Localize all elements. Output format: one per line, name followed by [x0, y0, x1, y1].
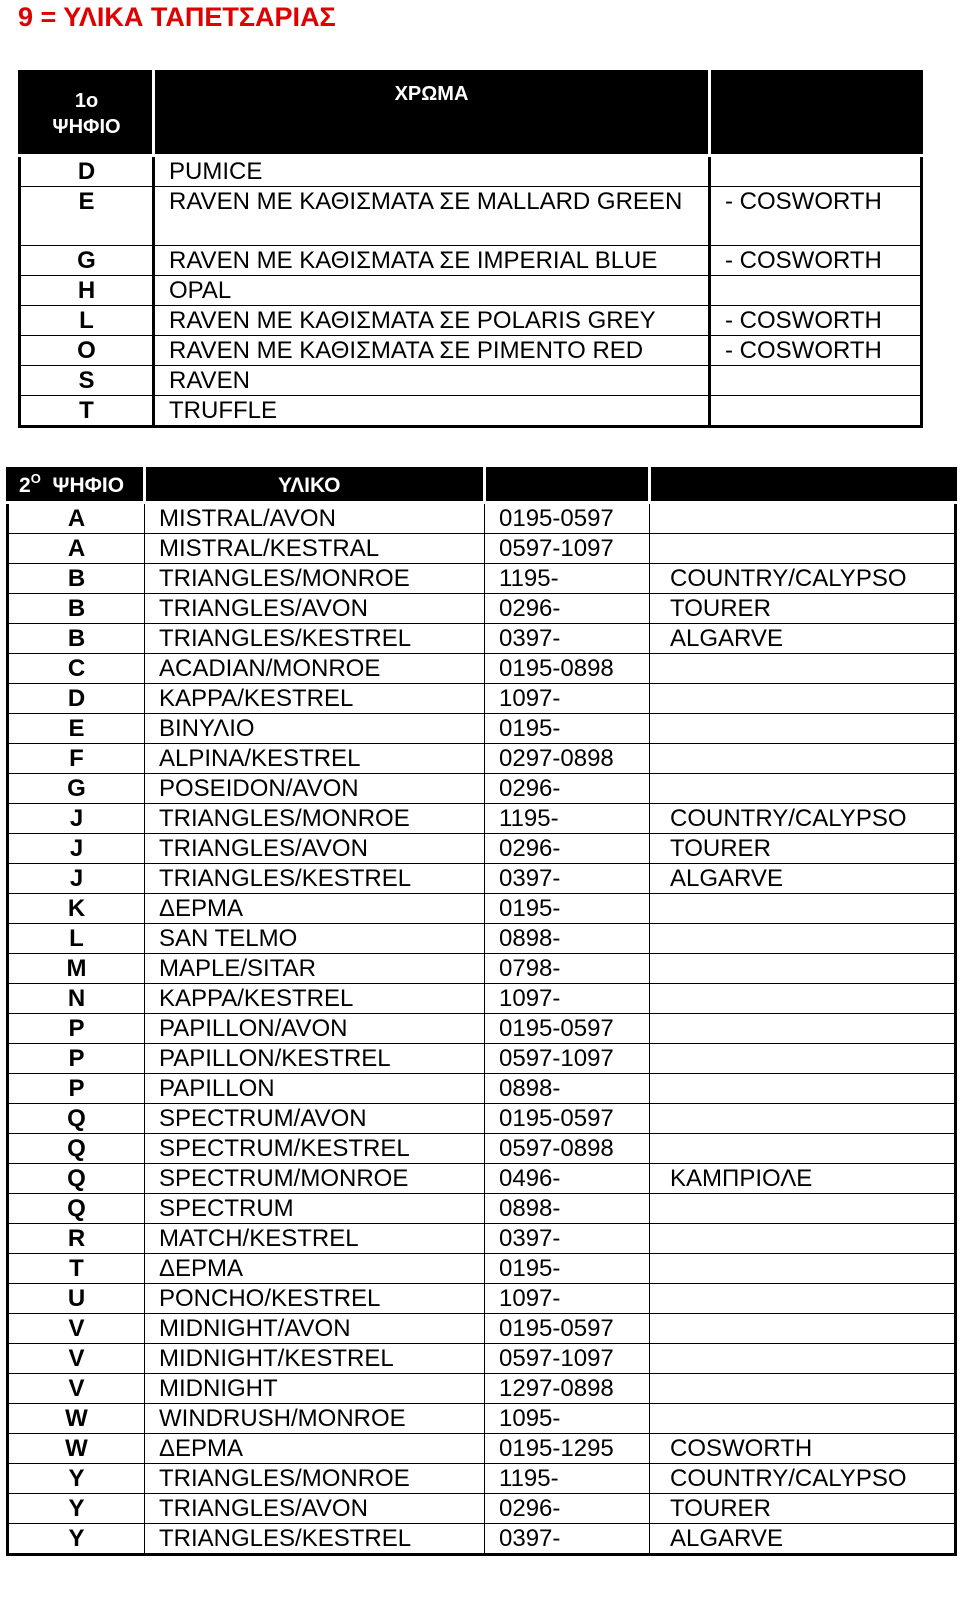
row-date: 0397- [485, 1524, 650, 1555]
row-code: J [8, 864, 145, 894]
row-note: - COSWORTH [710, 306, 922, 336]
row-note: - COSWORTH [710, 246, 922, 276]
row-code: T [20, 396, 154, 427]
row-code: F [8, 744, 145, 774]
row-material: MIDNIGHT [145, 1374, 485, 1404]
row-note [650, 1194, 956, 1224]
table-row [8, 684, 956, 714]
row-date: 1095- [485, 1404, 650, 1434]
row-note [650, 1254, 956, 1284]
row-date: 1195- [485, 804, 650, 834]
row-code: J [8, 834, 145, 864]
row-code: N [8, 984, 145, 1014]
row-date: 0597-1097 [485, 1344, 650, 1374]
table-row [8, 954, 956, 984]
row-date: 0597-0898 [485, 1134, 650, 1164]
row-material: TRIANGLES/KESTREL [145, 864, 485, 894]
table-row [8, 1254, 956, 1284]
row-date: 0195-1295 [485, 1434, 650, 1464]
row-date: 0195-0597 [485, 1104, 650, 1134]
row-code: R [8, 1224, 145, 1254]
row-date: 0296- [485, 834, 650, 864]
row-material: ΔΕΡΜΑ [145, 1254, 485, 1284]
row-color: RAVEN [154, 366, 710, 396]
row-date: 0296- [485, 774, 650, 804]
row-material: ΔΕΡΜΑ [145, 1434, 485, 1464]
table-row [8, 1434, 956, 1464]
table-row [8, 1164, 956, 1194]
row-material: KAPPA/KESTREL [145, 684, 485, 714]
table-row [20, 366, 922, 396]
row-code: Q [8, 1164, 145, 1194]
row-date: 0195-0597 [485, 1014, 650, 1044]
row-date: 0397- [485, 1224, 650, 1254]
table-row [8, 834, 956, 864]
row-code: T [8, 1254, 145, 1284]
row-material: MIDNIGHT/AVON [145, 1314, 485, 1344]
row-material: MIDNIGHT/KESTREL [145, 1344, 485, 1374]
row-note [650, 714, 956, 744]
row-date: 1195- [485, 564, 650, 594]
row-note [650, 1314, 956, 1344]
row-date: 1097- [485, 684, 650, 714]
table-row [8, 534, 956, 564]
row-note [650, 954, 956, 984]
row-note [710, 276, 922, 306]
row-code: Y [8, 1494, 145, 1524]
row-material: ALPINA/KESTREL [145, 744, 485, 774]
row-material: POSEIDON/AVON [145, 774, 485, 804]
table-row [8, 594, 956, 624]
row-note: ALGARVE [650, 624, 956, 654]
header-digit-line2: ΨΗΦΙΟ [52, 115, 121, 138]
row-code: U [8, 1284, 145, 1314]
row-date: 0397- [485, 624, 650, 654]
table-row [20, 276, 922, 306]
table-row [8, 624, 956, 654]
table-row [8, 804, 956, 834]
row-note: COUNTRY/CALYPSO [650, 564, 956, 594]
row-code: Q [8, 1104, 145, 1134]
table-row [8, 924, 956, 954]
row-color: RAVEN ΜΕ ΚΑΘΙΣΜΑΤΑ ΣΕ PIMENTO RED [154, 336, 710, 366]
row-note [650, 984, 956, 1014]
row-material: TRIANGLES/MONROE [145, 1464, 485, 1494]
row-date: 0898- [485, 1194, 650, 1224]
header-note [710, 72, 922, 156]
table-row [8, 1194, 956, 1224]
row-code: V [8, 1314, 145, 1344]
table-row [20, 306, 922, 336]
table-row [8, 1074, 956, 1104]
row-date: 0195-0898 [485, 654, 650, 684]
row-material: TRIANGLES/KESTREL [145, 1524, 485, 1555]
row-date: 1097- [485, 1284, 650, 1314]
row-note: - COSWORTH [710, 336, 922, 366]
table-row [8, 1134, 956, 1164]
row-note [650, 774, 956, 804]
row-code: E [20, 187, 154, 246]
row-material: TRIANGLES/MONROE [145, 804, 485, 834]
row-material: MISTRAL/KESTRAL [145, 534, 485, 564]
row-note: COUNTRY/CALYPSO [650, 1464, 956, 1494]
row-code: B [8, 594, 145, 624]
row-material: TRIANGLES/KESTREL [145, 624, 485, 654]
table-row [8, 503, 956, 534]
row-material: MAPLE/SITAR [145, 954, 485, 984]
table-row [8, 1464, 956, 1494]
material-table-header [8, 469, 956, 503]
row-material: ACADIAN/MONROE [145, 654, 485, 684]
row-material: SPECTRUM/MONROE [145, 1164, 485, 1194]
row-note [650, 1224, 956, 1254]
table-row [8, 1374, 956, 1404]
row-code: P [8, 1014, 145, 1044]
row-note: ALGARVE [650, 864, 956, 894]
row-material: ΒΙΝΥΛΙΟ [145, 714, 485, 744]
row-color: RAVEN ΜΕ ΚΑΘΙΣΜΑΤΑ ΣΕ POLARIS GREY [154, 306, 710, 336]
row-note: ΚΑΜΠΡΙΟΛΕ [650, 1164, 956, 1194]
row-color: PUMICE [154, 156, 710, 187]
row-code: B [8, 624, 145, 654]
row-note: COSWORTH [650, 1434, 956, 1464]
row-note [650, 1284, 956, 1314]
table-row [8, 1224, 956, 1254]
row-date: 1297-0898 [485, 1374, 650, 1404]
row-date: 1097- [485, 984, 650, 1014]
row-material: TRIANGLES/AVON [145, 834, 485, 864]
row-code: Q [8, 1134, 145, 1164]
row-note: TOURER [650, 594, 956, 624]
row-code: P [8, 1074, 145, 1104]
row-material: SPECTRUM/AVON [145, 1104, 485, 1134]
header-note [650, 469, 956, 503]
row-code: P [8, 1044, 145, 1074]
row-date: 0296- [485, 594, 650, 624]
row-note [650, 894, 956, 924]
row-code: A [8, 503, 145, 534]
row-note: ALGARVE [650, 1524, 956, 1555]
table-row [8, 984, 956, 1014]
header-digit-sup: Ο [30, 470, 41, 486]
row-material: MATCH/KESTREL [145, 1224, 485, 1254]
color-table-header [20, 72, 922, 156]
row-material: WINDRUSH/MONROE [145, 1404, 485, 1434]
row-note [650, 924, 956, 954]
row-code: V [8, 1374, 145, 1404]
table-row [8, 564, 956, 594]
page-title: 9 = ΥΛΙΚΑ ΤΑΠΕΤΣΑΡΙΑΣ [18, 2, 336, 32]
row-code: G [20, 246, 154, 276]
row-note [710, 366, 922, 396]
header-digit-word: ΨΗΦΙΟ [52, 473, 125, 497]
row-material: TRIANGLES/MONROE [145, 564, 485, 594]
row-material: PAPILLON/AVON [145, 1014, 485, 1044]
row-code: A [8, 534, 145, 564]
table-row [8, 1404, 956, 1434]
row-code: V [8, 1344, 145, 1374]
row-date: 0195-0597 [485, 503, 650, 534]
header-color: ΧΡΩΜΑ [154, 72, 710, 156]
row-material: PONCHO/KESTREL [145, 1284, 485, 1314]
row-color: OPAL [154, 276, 710, 306]
row-code: Y [8, 1464, 145, 1494]
row-note: COUNTRY/CALYPSO [650, 804, 956, 834]
row-code: W [8, 1404, 145, 1434]
table-row [8, 1284, 956, 1314]
row-code: J [8, 804, 145, 834]
row-date: 0296- [485, 1494, 650, 1524]
row-note [650, 1044, 956, 1074]
table-row [8, 714, 956, 744]
row-note [650, 654, 956, 684]
row-code: W [8, 1434, 145, 1464]
row-code: H [20, 276, 154, 306]
row-date: 0798- [485, 954, 650, 984]
row-code: B [8, 564, 145, 594]
row-note [650, 1374, 956, 1404]
table-row [20, 246, 922, 276]
row-code: Y [8, 1524, 145, 1555]
header-material: ΥΛΙΚΟ [145, 469, 485, 503]
row-material: MISTRAL/AVON [145, 503, 485, 534]
table-row [20, 156, 922, 187]
row-code: L [8, 924, 145, 954]
row-code: G [8, 774, 145, 804]
row-material: TRIANGLES/AVON [145, 594, 485, 624]
row-date: 0195- [485, 894, 650, 924]
table-row [8, 1044, 956, 1074]
row-date: 0597-1097 [485, 1044, 650, 1074]
row-note [650, 534, 956, 564]
row-code: M [8, 954, 145, 984]
row-code: C [8, 654, 145, 684]
row-material: TRIANGLES/AVON [145, 1494, 485, 1524]
header-digit-line1: 1ο [74, 89, 99, 112]
row-material: KAPPA/KESTREL [145, 984, 485, 1014]
row-code: K [8, 894, 145, 924]
row-material: SPECTRUM/KESTREL [145, 1134, 485, 1164]
table-row [8, 1104, 956, 1134]
row-note [650, 503, 956, 534]
row-note [650, 1344, 956, 1374]
row-note [650, 744, 956, 774]
row-material: SPECTRUM [145, 1194, 485, 1224]
table-row [8, 1314, 956, 1344]
table-row [8, 1014, 956, 1044]
row-date: 0195- [485, 714, 650, 744]
table-row [8, 1524, 956, 1555]
row-note [710, 156, 922, 187]
table-row [20, 187, 922, 246]
row-date: 0898- [485, 1074, 650, 1104]
table-row [8, 744, 956, 774]
material-table [6, 467, 957, 1556]
row-note [650, 1074, 956, 1104]
row-code: Q [8, 1194, 145, 1224]
table-row [8, 654, 956, 684]
row-date: 0496- [485, 1164, 650, 1194]
row-material: PAPILLON [145, 1074, 485, 1104]
row-color: RAVEN ΜΕ ΚΑΘΙΣΜΑΤΑ ΣΕ MALLARD GREEN [154, 187, 710, 246]
table-row [8, 894, 956, 924]
row-date: 0597-1097 [485, 534, 650, 564]
header-digit-number: 2 [19, 473, 31, 497]
row-material: SAN TELMO [145, 924, 485, 954]
row-code: L [20, 306, 154, 336]
row-note [650, 1104, 956, 1134]
row-code: D [20, 156, 154, 187]
row-code: D [8, 684, 145, 714]
table-row [8, 1494, 956, 1524]
row-code: O [20, 336, 154, 366]
row-note: - COSWORTH [710, 187, 922, 246]
row-note [710, 396, 922, 427]
row-color: RAVEN ΜΕ ΚΑΘΙΣΜΑΤΑ ΣΕ IMPERIAL BLUE [154, 246, 710, 276]
table-row [20, 396, 922, 427]
header-digit [8, 469, 145, 503]
header-date [485, 469, 650, 503]
row-material: ΔΕΡΜΑ [145, 894, 485, 924]
table-row [20, 336, 922, 366]
header-digit [20, 72, 154, 156]
row-note: TOURER [650, 834, 956, 864]
row-color: TRUFFLE [154, 396, 710, 427]
row-date: 0297-0898 [485, 744, 650, 774]
row-note [650, 1014, 956, 1044]
row-note [650, 1134, 956, 1164]
row-note [650, 684, 956, 714]
table-row [8, 774, 956, 804]
row-date: 0195- [485, 1254, 650, 1284]
row-code: E [8, 714, 145, 744]
row-date: 0397- [485, 864, 650, 894]
row-note [650, 1404, 956, 1434]
table-row [8, 1344, 956, 1374]
row-material: PAPILLON/KESTREL [145, 1044, 485, 1074]
row-note: TOURER [650, 1494, 956, 1524]
table-row [8, 864, 956, 894]
row-date: 0898- [485, 924, 650, 954]
row-date: 0195-0597 [485, 1314, 650, 1344]
row-code: S [20, 366, 154, 396]
color-table [18, 70, 923, 428]
row-date: 1195- [485, 1464, 650, 1494]
